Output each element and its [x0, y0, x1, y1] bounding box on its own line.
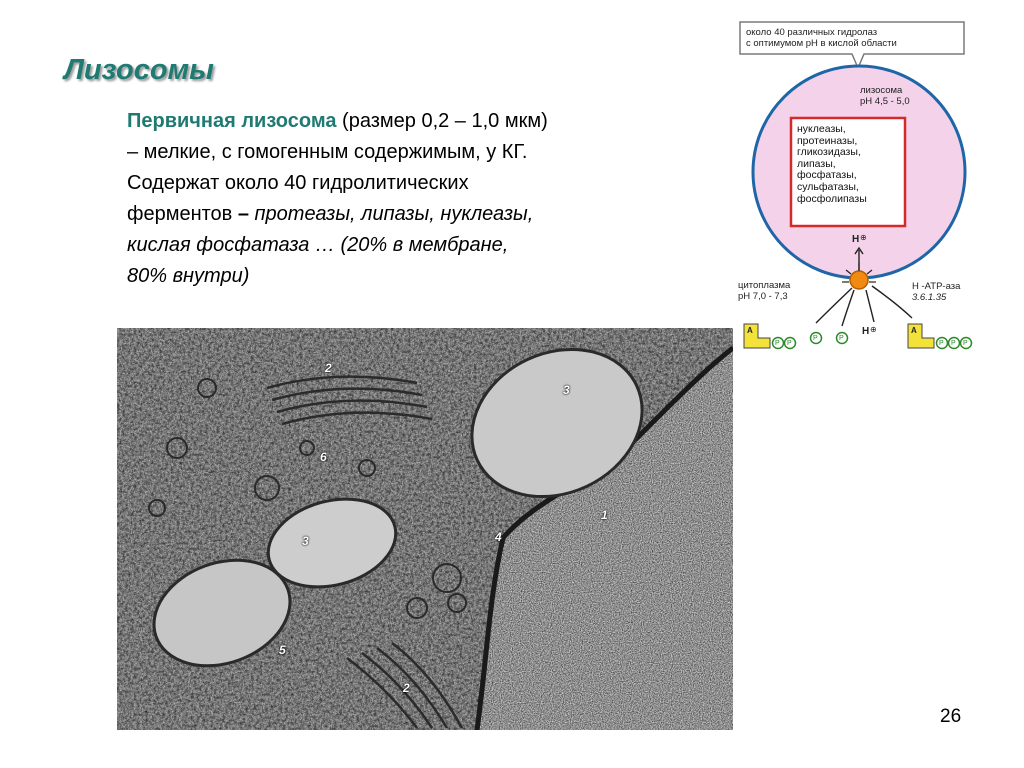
enzyme-item: липазы, — [797, 157, 836, 170]
proton-label-top: H — [852, 234, 860, 245]
enzyme-item: фосфолипазы — [797, 192, 867, 205]
slide-title: Лизосомы — [64, 54, 214, 86]
phosphate-label: P — [951, 340, 956, 347]
callout-line-1: около 40 различных гидролаз — [746, 27, 878, 38]
primary-lysosome-term: Первичная лизосома — [127, 110, 337, 132]
text-line-2: – мелкие, с гомогенным содержимым, у КГ. — [127, 141, 528, 163]
size-note: (размер 0,2 – 1,0 мкм) — [336, 110, 548, 132]
phosphate-label: P — [939, 340, 944, 347]
micrograph-label-4: 4 — [495, 530, 502, 544]
phosphate-label: P — [787, 340, 792, 347]
phosphate-label: P — [813, 335, 818, 342]
cytoplasm-ph: pH 7,0 - 7,3 — [738, 291, 788, 302]
atpase-label: H -ATP-аза — [912, 281, 961, 292]
atp-letter: A — [911, 326, 917, 335]
text-line-5: кислая фосфатаза … (20% в мембране, — [127, 234, 509, 256]
proton-label-bottom: H — [862, 326, 870, 337]
micrograph-label-2: 2 — [325, 361, 332, 375]
proton-charge-bottom: ⊕ — [870, 325, 877, 334]
micrograph-image — [117, 328, 733, 730]
enzyme-list — [797, 124, 867, 205]
lysosome-ph: pH 4,5 - 5,0 — [860, 96, 910, 107]
micrograph-label-3: 3 — [563, 383, 570, 397]
phosphate-label: P — [963, 340, 968, 347]
micrograph-label-6: 6 — [320, 450, 327, 464]
enzyme-item: протеиназы, — [797, 134, 858, 147]
adp-letter: A — [747, 326, 753, 335]
text-dash: – — [237, 203, 255, 225]
micrograph-label-2b: 2 — [403, 681, 410, 695]
proton-pump-icon — [850, 271, 868, 289]
lysosome-label: лизосома — [860, 85, 903, 96]
electron-micrograph — [117, 328, 733, 730]
text-line-4-lead: ферментов — [127, 203, 238, 225]
enzyme-item: сульфатазы, — [797, 180, 859, 193]
micrograph-label-1: 1 — [601, 508, 608, 522]
cytoplasm-label: цитоплазма — [738, 280, 791, 291]
phosphate-label: P — [839, 335, 844, 342]
enzyme-item: фосфатазы, — [797, 169, 857, 182]
text-line-4-enzymes: протеазы, липазы, нуклеазы, — [254, 203, 534, 225]
micrograph-label-5: 5 — [279, 643, 286, 657]
text-line-6: 80% внутри) — [127, 265, 250, 287]
micrograph-label-3b: 3 — [302, 534, 309, 548]
enzyme-item: нуклеазы, — [797, 123, 846, 135]
phosphate-label: P — [775, 340, 780, 347]
adp-icon — [744, 324, 848, 349]
enzyme-item: гликозидазы, — [797, 146, 861, 159]
callout-line-2: с оптимумом pH в кислой области — [746, 38, 897, 49]
atpase-ec-number: 3.6.1.35 — [912, 292, 947, 303]
proton-charge-top: ⊕ — [860, 233, 867, 242]
page-number: 26 — [940, 706, 962, 727]
text-line-3: Содержат около 40 гидролитических — [127, 172, 469, 194]
body-text — [127, 106, 687, 292]
